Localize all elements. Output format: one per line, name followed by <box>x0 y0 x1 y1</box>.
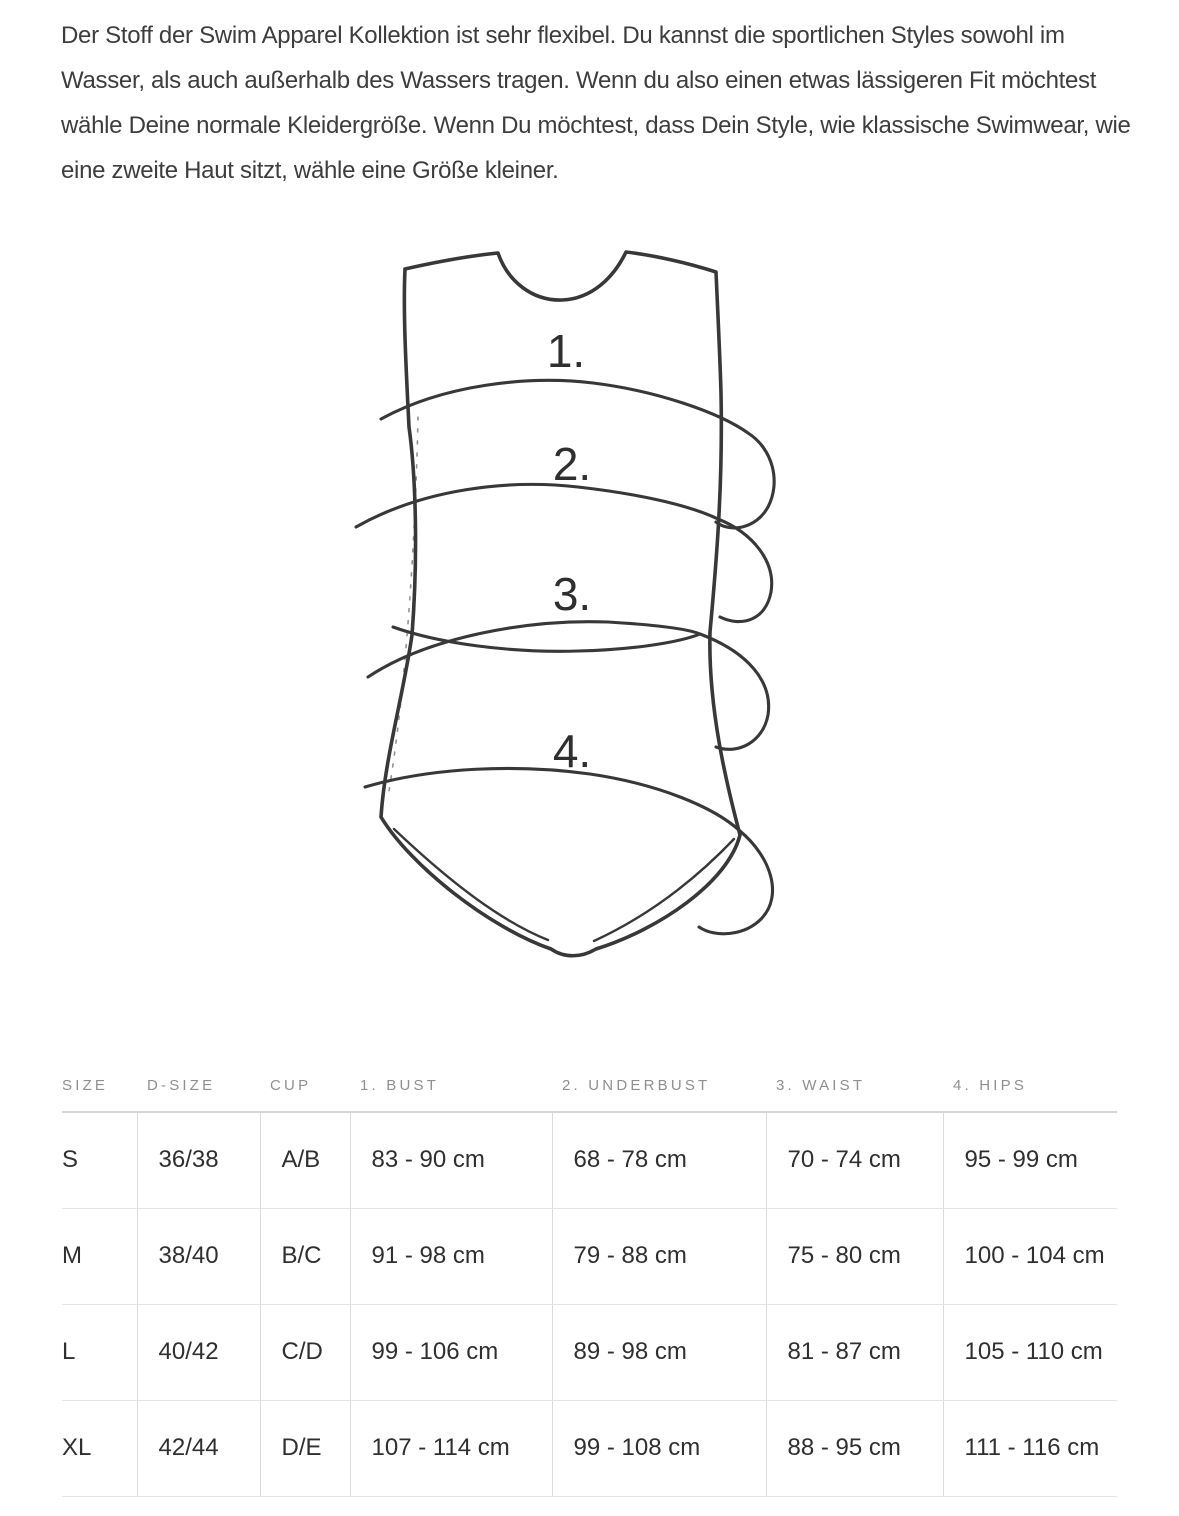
cell-waist: 70 - 74 cm <box>766 1112 943 1208</box>
header-bust: 1. BUST <box>350 1077 552 1112</box>
cell-bust: 91 - 98 cm <box>350 1208 552 1304</box>
cell-cup: A/B <box>260 1112 350 1208</box>
marker-hips: 4. <box>552 725 592 777</box>
cell-size: L <box>62 1304 137 1400</box>
size-table <box>62 1077 1117 1497</box>
table-row-xl <box>62 1400 1117 1496</box>
cell-hips: 95 - 99 cm <box>943 1112 1117 1208</box>
cell-size: XL <box>62 1400 137 1496</box>
header-waist: 3. WAIST <box>766 1077 943 1112</box>
header-size: SIZE <box>62 1077 137 1112</box>
leg-opening-left <box>394 829 548 940</box>
cell-cup: D/E <box>260 1400 350 1496</box>
cell-bust: 99 - 106 cm <box>350 1304 552 1400</box>
table-header-row <box>62 1077 1117 1112</box>
waist-measure-line-back <box>393 627 700 651</box>
cell-d-size: 40/42 <box>137 1304 260 1400</box>
cell-d-size: 36/38 <box>137 1112 260 1208</box>
cell-hips: 100 - 104 cm <box>943 1208 1117 1304</box>
cell-d-size: 42/44 <box>137 1400 260 1496</box>
table-row-m <box>62 1208 1117 1304</box>
cell-size: M <box>62 1208 137 1304</box>
swimsuit-measurement-diagram <box>348 237 793 987</box>
cell-hips: 105 - 110 cm <box>943 1304 1117 1400</box>
header-hips: 4. HIPS <box>943 1077 1117 1112</box>
table-row-l <box>62 1304 1117 1400</box>
cell-bust: 83 - 90 cm <box>350 1112 552 1208</box>
cell-underbust: 68 - 78 cm <box>552 1112 766 1208</box>
swimsuit-sketch-svg <box>348 237 793 987</box>
header-cup: CUP <box>260 1077 350 1112</box>
header-d-size: D-SIZE <box>137 1077 260 1112</box>
cell-size: S <box>62 1112 137 1208</box>
cell-cup: B/C <box>260 1208 350 1304</box>
cell-underbust: 89 - 98 cm <box>552 1304 766 1400</box>
header-underbust: 2. UNDERBUST <box>552 1077 766 1112</box>
cell-waist: 81 - 87 cm <box>766 1304 943 1400</box>
cell-underbust: 99 - 108 cm <box>552 1400 766 1496</box>
marker-waist: 3. <box>552 568 592 620</box>
cell-hips: 111 - 116 cm <box>943 1400 1117 1496</box>
cell-waist: 75 - 80 cm <box>766 1208 943 1304</box>
leg-opening-right <box>594 839 734 941</box>
cell-d-size: 38/40 <box>137 1208 260 1304</box>
marker-bust: 1. <box>546 325 586 377</box>
hips-measure-line <box>365 768 773 933</box>
intro-paragraph: Der Stoff der Swim Apparel Kollektion ist sehr flexibel. Du kannst die sportlichen Styles sowohl im Wasser, als auch außerhalb des Wassers tragen. Wenn du also einen etwas lässigeren Fit möchtest wähle Deine normale Kleidergröße. Wenn Du möchtest, dass Dein Style, wie klassische Swimwear, wie eine zweite Haut sitzt, wähle eine Größe kleiner. <box>61 22 1131 184</box>
table-row-s <box>62 1112 1117 1208</box>
cell-waist: 88 - 95 cm <box>766 1400 943 1496</box>
cell-cup: C/D <box>260 1304 350 1400</box>
cell-bust: 107 - 114 cm <box>350 1400 552 1496</box>
marker-underbust: 2. <box>552 438 592 490</box>
cell-underbust: 79 - 88 cm <box>552 1208 766 1304</box>
